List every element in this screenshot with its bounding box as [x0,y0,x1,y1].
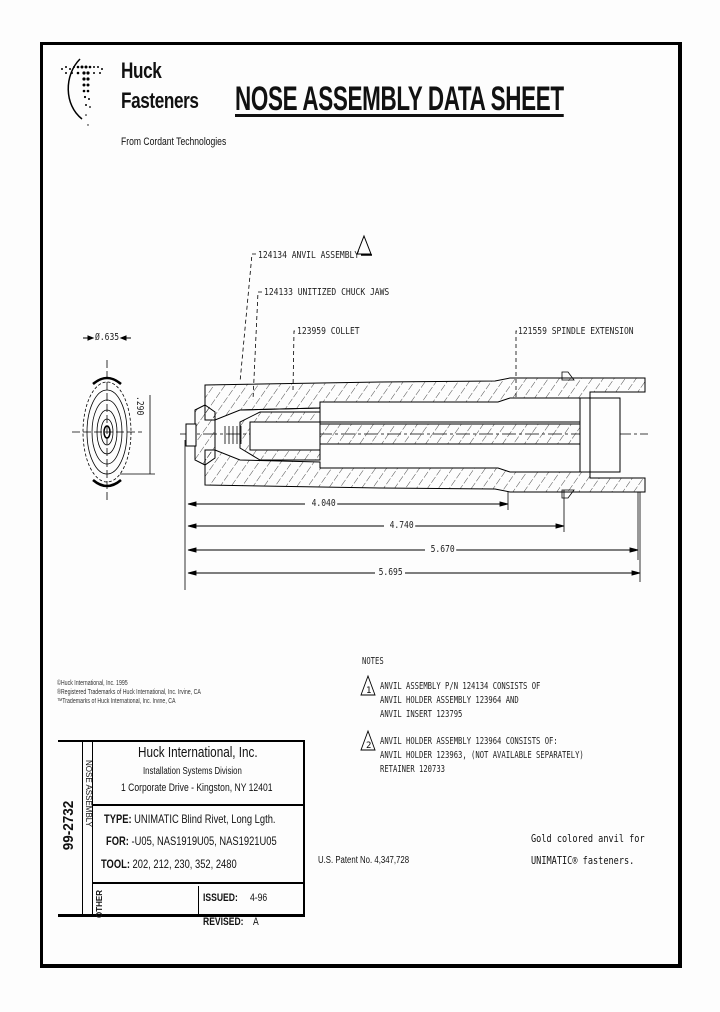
for-row [106,834,277,848]
end-view-height-label: .290 [134,396,145,416]
svg-text:1: 1 [366,686,372,696]
callout-anvil-assembly: 124134 ANVIL ASSEMBLY [258,250,360,261]
note-1-line-2: ANVIL HOLDER ASSEMBLY 123964 AND [380,695,519,706]
dimension-5670: 5.670 [430,544,455,555]
note-1 [380,680,540,722]
brand-name-line2: Fasteners [121,88,199,113]
callout-collet: 123959 COLLET [297,326,360,337]
title-block-divider [82,742,83,914]
for-value: -U05, NAS1919U05, NAS1921U05 [131,834,277,848]
gold-anvil-note-line2: UNIMATIC® fasteners. [531,854,635,867]
note-1-line-3: ANVIL INSERT 123795 [380,709,463,720]
callout-spindle-extension: 121559 SPINDLE EXTENSION [518,326,634,337]
brand-name-line1: Huck [121,58,162,83]
for-label: FOR: [106,834,129,848]
type-row [104,812,276,826]
company-division: Installation Systems Division [143,766,242,777]
note-2-line-3: RETAINER 120733 [380,764,446,775]
note-2-line-2: ANVIL HOLDER 123963, (NOT AVAILABLE SEPARATELY) [380,750,584,761]
note-2 [380,735,584,777]
dimension-4740: 4.740 [389,520,414,531]
issued-value: 4-96 [250,892,268,904]
note-2-line-1: ANVIL HOLDER ASSEMBLY 123964 CONSISTS OF: [380,736,558,747]
issued-label: ISSUED: [203,892,238,904]
dimension-4040: 4.040 [311,498,336,509]
type-label: TYPE: [104,812,132,826]
dimension-5695: 5.695 [378,567,403,578]
title-block-divider [92,804,305,806]
note-2-triangle-icon [360,729,378,753]
nose-assembly-side-label: NOSE ASSEMBLY [84,760,93,827]
callout-chuck-jaws: 124133 UNITIZED CHUCK JAWS [264,287,390,298]
tool-label: TOOL: [101,857,130,871]
svg-text:2: 2 [366,741,372,751]
revised-label: REVISED: [203,916,244,928]
company-address: 1 Corporate Drive - Kingston, NY 12401 [121,782,273,794]
tool-value: 202, 212, 230, 352, 2480 [132,857,237,871]
end-view-diameter-label: Ø.635 [95,332,120,343]
type-value: UNIMATIC Blind Rivet, Long Lgth. [134,812,276,826]
gold-anvil-note-line1: Gold colored anvil for [531,832,645,845]
title-block-divider [198,886,199,916]
copyright-line: ©Huck International, Inc. 1995 [57,680,128,687]
brand-subtitle: From Cordant Technologies [121,136,227,148]
tool-row [101,857,237,871]
title-block-divider [92,882,305,884]
patent-number: U.S. Patent No. 4,347,728 [318,855,410,866]
document-number: 99-2732 [60,800,77,851]
registered-trademark-line: ®Registered Trademarks of Huck International, Inc. Irvine, CA [57,689,201,696]
company-name: Huck International, Inc. [138,744,258,761]
notes-heading: NOTES [362,656,384,667]
note-1-triangle-icon [360,674,378,698]
note-1-line-1: ANVIL ASSEMBLY P/N 124134 CONSISTS OF [380,681,541,692]
trademark-line: ™Trademarks of Huck International, Inc. Irvine, CA [57,698,176,705]
page-title: NOSE ASSEMBLY DATA SHEET [235,80,564,118]
legal-notices [57,679,249,706]
other-label: OTHER [95,890,104,918]
revised-value: A [253,916,259,928]
gold-anvil-note [531,828,645,872]
